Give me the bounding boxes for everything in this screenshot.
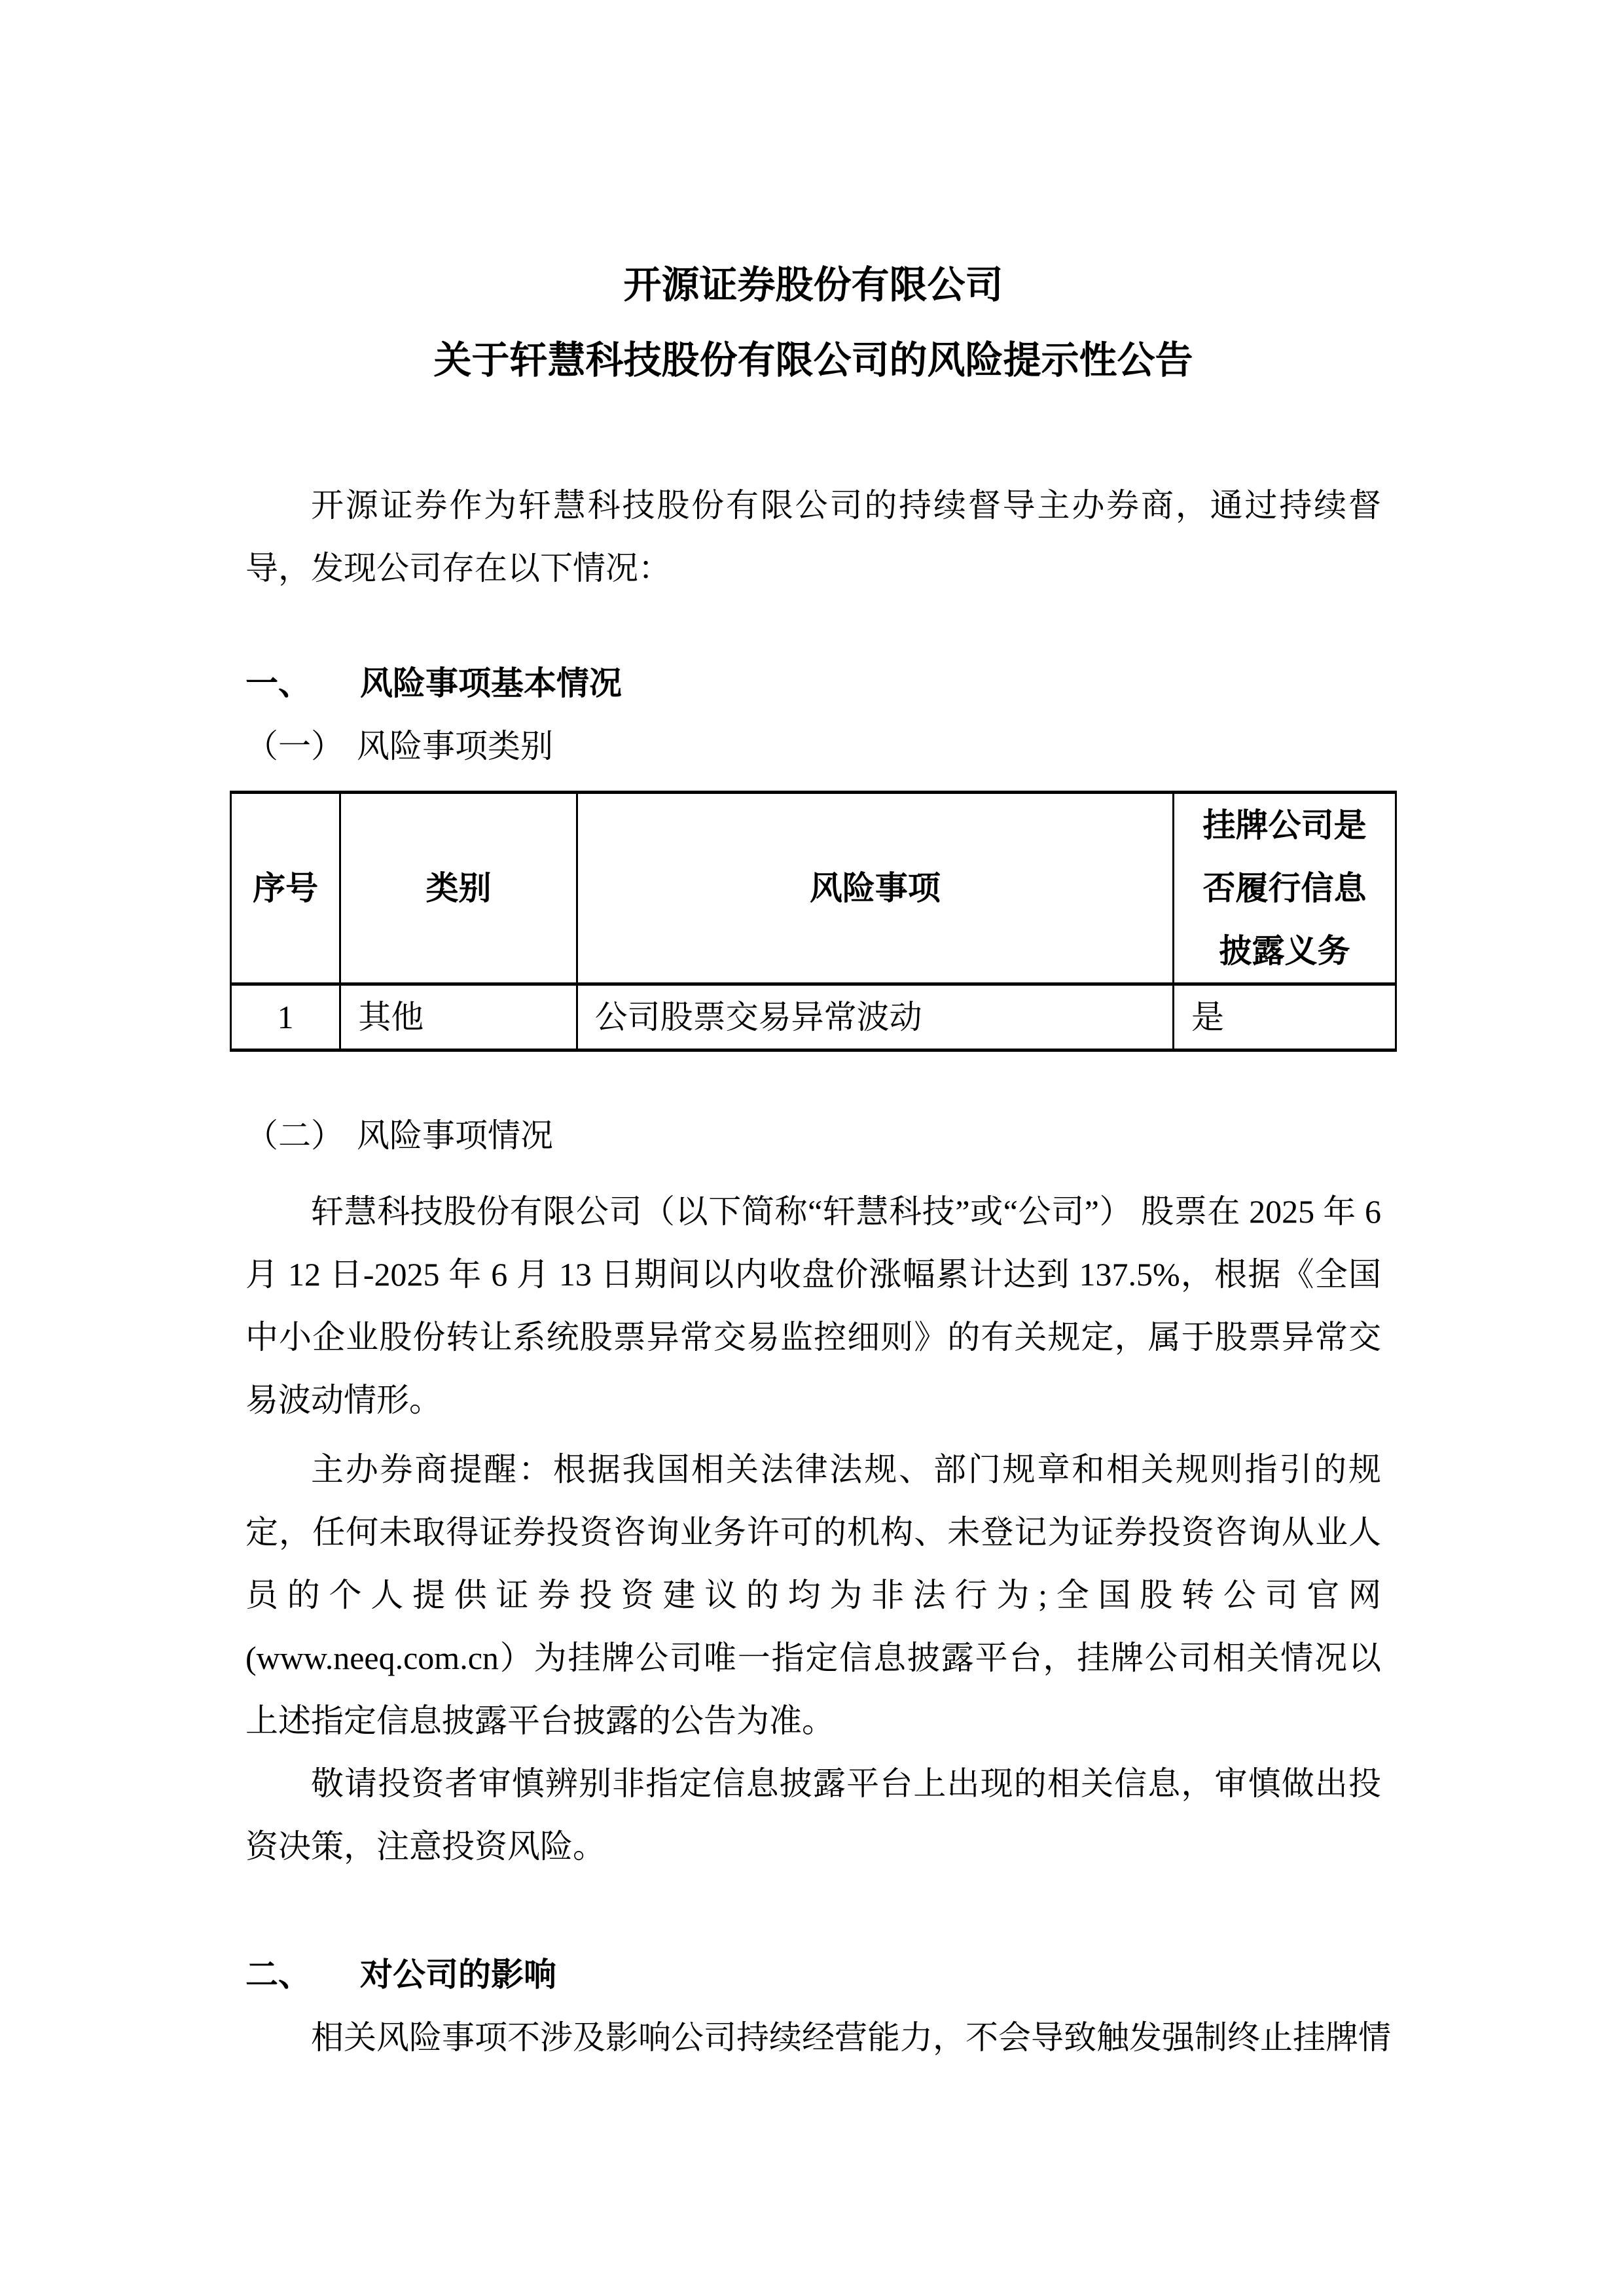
risk-category-table [230, 791, 1397, 1052]
cell-risk-event: 公司股票交易异常波动 [577, 984, 1173, 1050]
cell-seq: 1 [231, 984, 340, 1050]
section-1-1-title: 风险事项类别 [357, 728, 553, 764]
section-1-2-title: 风险事项情况 [357, 1117, 553, 1154]
section-1-1-number: （一） [245, 728, 344, 764]
section-1-2-heading [245, 1104, 1381, 1167]
table-header-row [231, 793, 1396, 984]
section-1-title: 风险事项基本情况 [360, 665, 622, 702]
header-cell-category: 类别 [340, 793, 577, 984]
section-1-1-heading [245, 715, 1381, 778]
table-row [231, 984, 1396, 1050]
section-1-2-number: （二） [245, 1117, 344, 1154]
section-2-heading [245, 1943, 1381, 2006]
paragraph-impact: 相关风险事项不涉及影响公司持续经营能力，不会导致触发强制终止挂牌情 [311, 2019, 1391, 2056]
paragraph-investor-notice: 敬请投资者审慎辨别非指定信息披露平台上出现的相关信息，审慎做出投资决策，注意投资风险。 [245, 1765, 1381, 1865]
header-cell-risk-event: 风险事项 [577, 793, 1173, 984]
section-1-number: 一、 [245, 665, 311, 702]
intro-paragraph: 开源证券作为轩慧科技股份有限公司的持续督导主办券商，通过持续督导，发现公司存在以下情况： [245, 487, 1381, 586]
header-cell-disclosure: 挂牌公司是否履行信息披露义务 [1174, 793, 1396, 984]
section-2-number: 二、 [245, 1956, 311, 1993]
header-cell-seq: 序号 [231, 793, 340, 984]
cell-category: 其他 [340, 984, 577, 1050]
doc-title-line2: 关于轩慧科技股份有限公司的风险提示性公告 [433, 339, 1193, 382]
paragraph-sponsor-reminder: 主办券商提醒：根据我国相关法律法规、部门规章和相关规则指引的规定，任何未取得证券投资咨询业务许可的机构、未登记为证券投资咨询从业人员的个人提供证券投资建议的均为非法行为;全国股转公司官网(www.neeq.com.cn）为挂牌公司唯一指定信息披露平台，挂牌公司相关情况以上述指定信息披露平台披露的公告为准。 [245, 1451, 1381, 1739]
paragraph-risk-detail: 轩慧科技股份有限公司（以下简称“轩慧科技”或“公司”） 股票在 2025 年 6 月 12 日-2025 年 6 月 13 日期间以内收盘价涨幅累计达到 137.5%，根据《全国中小企业股份转让系统股票异常交易监控细则》的有关规定，属于股票异常交易波动情形。 [245, 1193, 1381, 1418]
section-2-title: 对公司的影响 [360, 1956, 556, 1993]
doc-title-line1: 开源证券股份有限公司 [623, 264, 1003, 306]
cell-disclosure: 是 [1174, 984, 1396, 1050]
section-1-heading [245, 652, 1381, 715]
